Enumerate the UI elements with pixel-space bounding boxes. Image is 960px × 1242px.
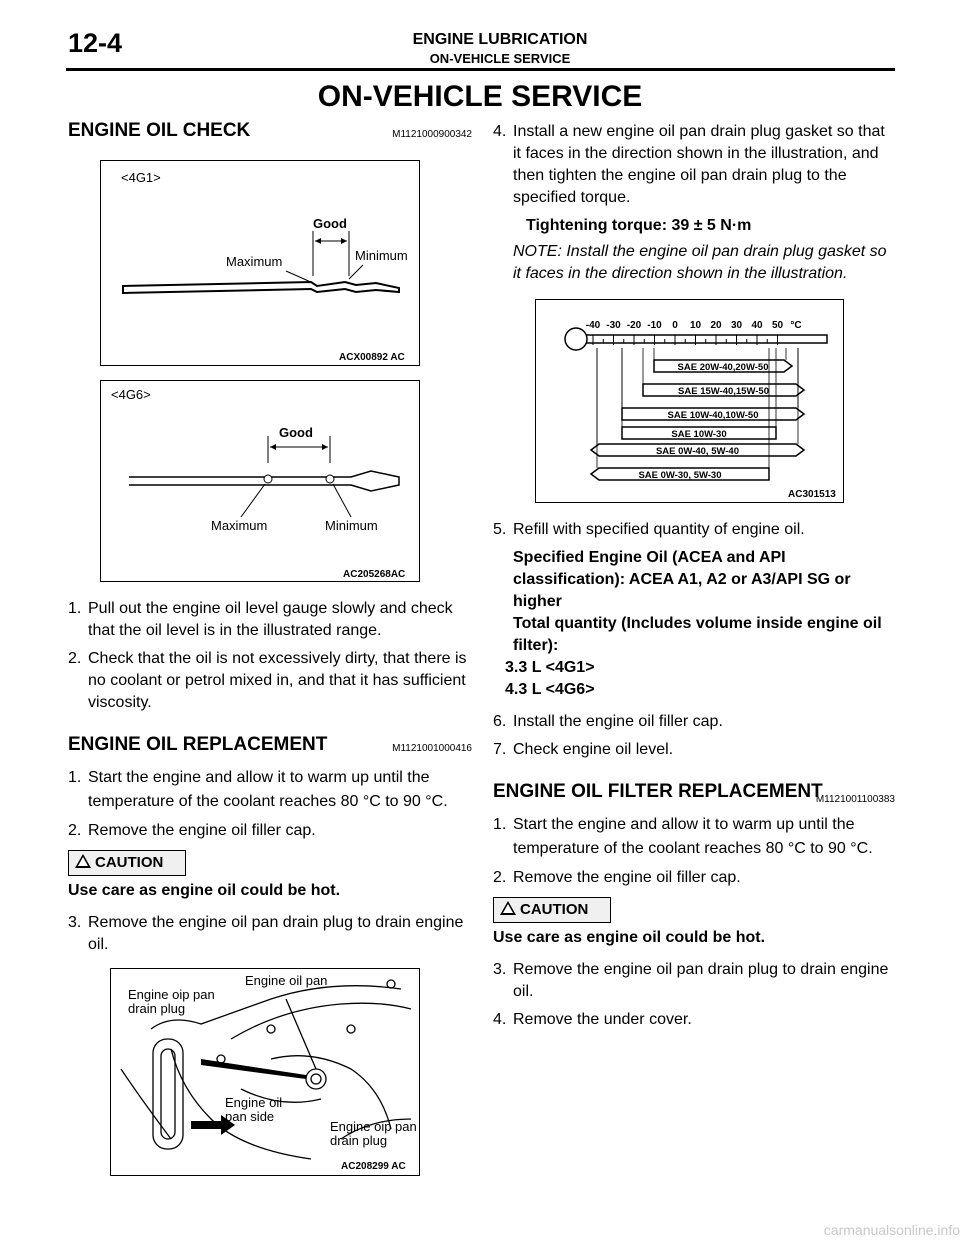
check-step-1: 1. Pull out the engine oil level gauge slowly and check that the oil level is in the illustrated range. xyxy=(68,600,453,639)
page-title: ON-VEHICLE SERVICE xyxy=(317,80,643,113)
figure-id: AC208299 AC xyxy=(341,1161,406,1172)
replace-step-2: 2. Remove the engine oil filler cap. xyxy=(68,822,316,839)
right-column xyxy=(493,121,895,1037)
temp-label: 10 xyxy=(689,320,702,331)
dipstick-shape xyxy=(123,282,399,293)
section-heading-oil-check xyxy=(68,120,472,146)
section-title: ON-VEHICLE SERVICE xyxy=(429,51,571,66)
minimum-label: Minimum xyxy=(325,518,378,533)
grade-label: SAE 10W-40,10W-50 xyxy=(667,410,759,421)
quantity-spec: Total quantity (Includes volume inside engine oil filter): xyxy=(513,615,882,654)
section-code: M1121001100383 xyxy=(815,794,895,805)
figure-4g6-dipstick xyxy=(100,380,420,582)
min-hole xyxy=(326,475,334,483)
oil-grade-bars xyxy=(591,348,804,481)
grade-label: SAE 15W-40,15W-50 xyxy=(678,386,769,397)
replace-step-4: 4. Install a new engine oil pan drain plug gasket so that it faces in the direction shown in the illustration, and then tighten the engine oil pan drain plug to the specified torque. xyxy=(493,123,885,206)
temp-label: °C xyxy=(790,320,802,331)
section-code: M1121001000416 xyxy=(392,743,472,754)
replace-step-6: 6. Install the engine oil filler cap. xyxy=(493,713,723,730)
heading-text: ENGINE OIL CHECK xyxy=(68,120,251,141)
temp-label: 50 xyxy=(771,320,784,331)
torque-spec: Tightening torque: 39 ± 5 N·m xyxy=(526,217,752,234)
quantity-4g1: 3.3 L <4G1> xyxy=(505,659,595,676)
good-label: Good xyxy=(279,425,313,440)
good-label: Good xyxy=(313,216,347,231)
header-rule xyxy=(66,68,895,71)
grade-label: SAE 0W-30, 5W-30 xyxy=(638,470,722,481)
page-number: 12-4 xyxy=(68,28,123,58)
section-heading-oil-replacement xyxy=(68,734,472,760)
maximum-label: Maximum xyxy=(211,518,268,533)
variant-label: <4G6> xyxy=(111,387,151,402)
quantity-4g6: 4.3 L <4G6> xyxy=(505,681,595,698)
pointer-arrow xyxy=(201,1059,306,1079)
temp-label: 0 xyxy=(672,320,678,331)
temp-label: 20 xyxy=(710,320,722,331)
caution-badge: CAUTION xyxy=(493,897,611,923)
temp-label: -20 xyxy=(626,320,642,331)
figure-id: AC301513 xyxy=(788,489,836,500)
temp-label: -10 xyxy=(647,320,662,331)
figure-4g1-dipstick xyxy=(100,160,420,366)
caution-text: Use care as engine oil could be hot. xyxy=(493,929,766,946)
label-oil-pan: Engine oil pan xyxy=(245,973,328,988)
grade-label: SAE 0W-40, 5W-40 xyxy=(655,446,740,457)
caution-badge: CAUTION xyxy=(68,850,186,876)
figure-id: AC205268AC xyxy=(343,569,406,580)
temperature-bar xyxy=(579,335,827,343)
grade-label: SAE 20W-40,20W-50 xyxy=(677,362,769,373)
max-hole xyxy=(264,475,272,483)
temperature-scale xyxy=(586,320,802,331)
caution-text: Use care as engine oil could be hot. xyxy=(68,882,341,899)
replace-step-7: 7. Check engine oil level. xyxy=(493,741,674,758)
minimum-label: Minimum xyxy=(355,248,408,263)
heading-text: ENGINE OIL FILTER REPLACEMENT xyxy=(493,781,823,802)
watermark: carmanualsonline.info xyxy=(823,1222,960,1238)
figure-id: ACX00892 AC xyxy=(339,352,405,363)
temp-label: -30 xyxy=(606,320,621,331)
warning-icon xyxy=(500,901,516,915)
figure-drain-plug xyxy=(110,968,420,1176)
install-note: NOTE: Install the engine oil pan drain plug gasket so it faces in the direction shown in the illustration. xyxy=(513,243,887,282)
filter-step-4: 4. Remove the under cover. xyxy=(493,1011,692,1028)
chapter-title: ENGINE LUBRICATION xyxy=(412,31,588,48)
replace-step-1: 1. Start the engine and allow it to warm up until the temperature of the coolant reaches 80 °C to 90 °C. xyxy=(68,769,448,810)
temp-label: 40 xyxy=(751,320,763,331)
variant-label: <4G1> xyxy=(121,170,161,185)
label-drain-plug-top: Engine oip pan drain plug xyxy=(128,987,215,1016)
filter-step-2: 2. Remove the engine oil filler cap. xyxy=(493,869,741,886)
oil-spec: Specified Engine Oil (ACEA and API classification): ACEA A1, A2 or A3/API SG or higher xyxy=(513,549,851,610)
section-heading-filter-replacement xyxy=(493,781,895,807)
filter-step-1: 1. Start the engine and allow it to warm up until the temperature of the coolant reaches 80 °C to 90 °C. xyxy=(493,816,873,857)
label-pan-side: Engine oil pan side xyxy=(225,1095,283,1124)
heading-text: ENGINE OIL REPLACEMENT xyxy=(68,734,328,755)
replace-step-3: 3. Remove the engine oil pan drain plug to drain engine oil. xyxy=(68,914,464,953)
filter-step-3: 3. Remove the engine oil pan drain plug to drain engine oil. xyxy=(493,961,889,1000)
left-column xyxy=(68,120,472,1176)
replace-step-5: 5. Refill with specified quantity of engine oil. xyxy=(493,521,805,538)
warning-icon xyxy=(75,854,91,868)
section-code: M1121000900342 xyxy=(392,129,472,140)
temp-label: 30 xyxy=(730,320,743,331)
maximum-label: Maximum xyxy=(226,254,283,269)
temp-label: -40 xyxy=(585,320,601,331)
label-drain-plug-bottom: Engine oip pan drain plug xyxy=(330,1119,417,1148)
thermometer-bulb xyxy=(565,328,587,350)
grade-label: SAE 10W-30 xyxy=(671,429,727,440)
figure-viscosity-chart xyxy=(535,299,844,503)
check-step-2: 2. Check that the oil is not excessively dirty, that there is no coolant or petrol mixed in, and that it has sufficient viscosity. xyxy=(68,650,467,711)
